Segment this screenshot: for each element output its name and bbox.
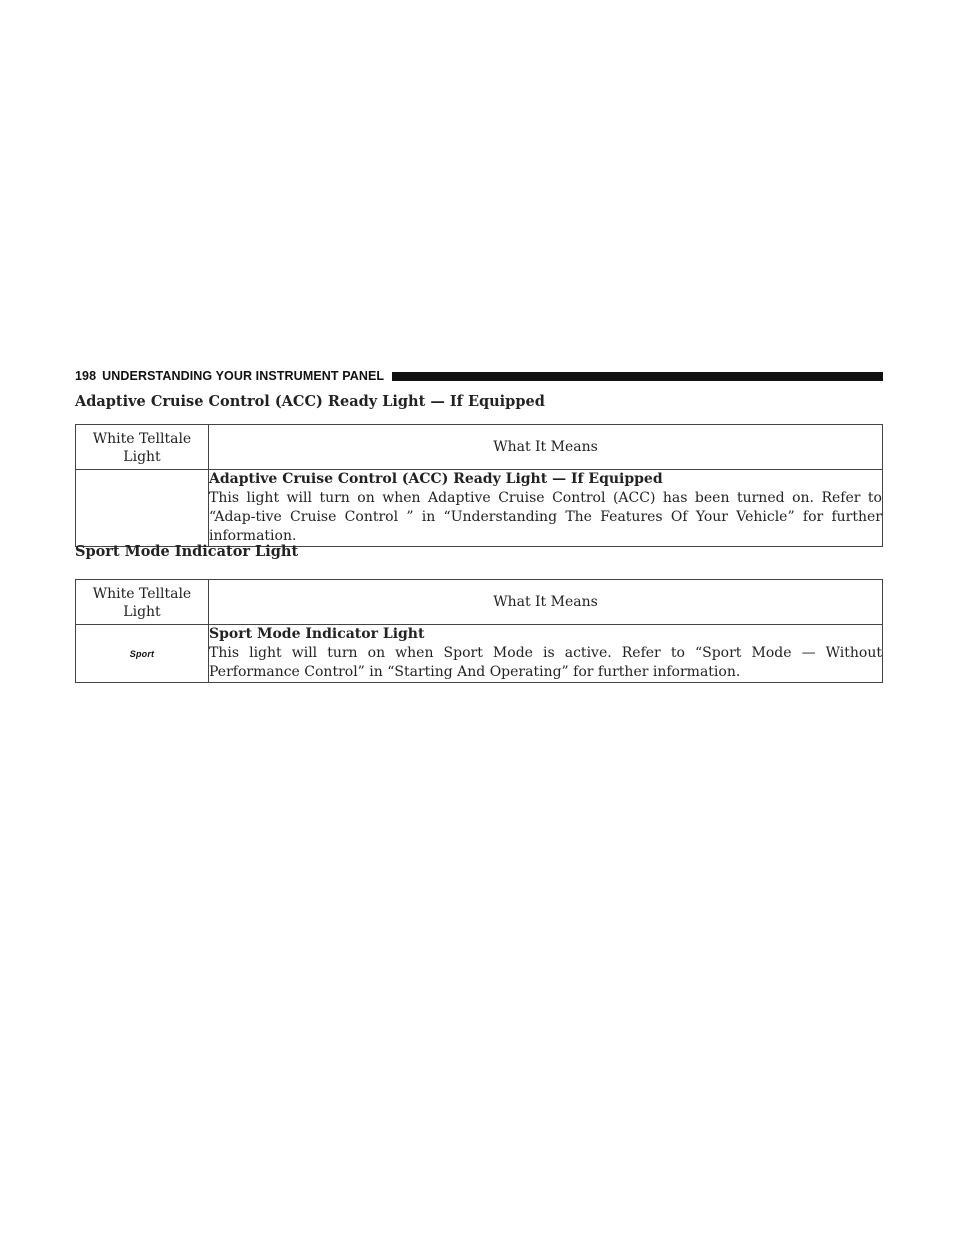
page-header	[75, 367, 883, 385]
table-header-row	[76, 580, 883, 625]
entry-text: This light will turn on when Adaptive Cruise Control (ACC) has been turned on. Refer to “Adap-tive Cruise Control ” in “Understanding The Features Of Your Vehicle” for further information.	[209, 490, 882, 544]
section-title-sport: Sport Mode Indicator Light	[75, 543, 299, 560]
telltale-table-sport	[75, 579, 883, 683]
col-header-meaning: What It Means	[209, 580, 883, 625]
header-rule	[392, 372, 883, 381]
meaning-cell	[209, 470, 883, 547]
entry-title: Sport Mode Indicator Light	[209, 626, 425, 642]
telltale-icon-cell	[76, 470, 209, 547]
page-number: 198	[75, 369, 97, 383]
acc-ready-icon	[127, 496, 157, 514]
telltale-icon-cell	[76, 625, 209, 683]
table-row	[76, 470, 883, 547]
telltale-table-acc	[75, 424, 883, 547]
sport-mode-icon: Sport	[129, 649, 155, 659]
table-row	[76, 625, 883, 683]
chapter-title: UNDERSTANDING YOUR INSTRUMENT PANEL	[102, 369, 385, 383]
entry-text: This light will turn on when Sport Mode is active. Refer to “Sport Mode — Without Performance Control” in “Starting And Operating” for further information.	[209, 645, 882, 680]
col-header-telltale: White Telltale Light	[76, 580, 209, 625]
col-header-meaning: What It Means	[209, 425, 883, 470]
meaning-cell	[209, 625, 883, 683]
col-header-telltale: White Telltale Light	[76, 425, 209, 470]
table-header-row	[76, 425, 883, 470]
entry-title: Adaptive Cruise Control (ACC) Ready Light — If Equipped	[209, 471, 663, 487]
section-title-acc: Adaptive Cruise Control (ACC) Ready Light — If Equipped	[75, 393, 545, 410]
